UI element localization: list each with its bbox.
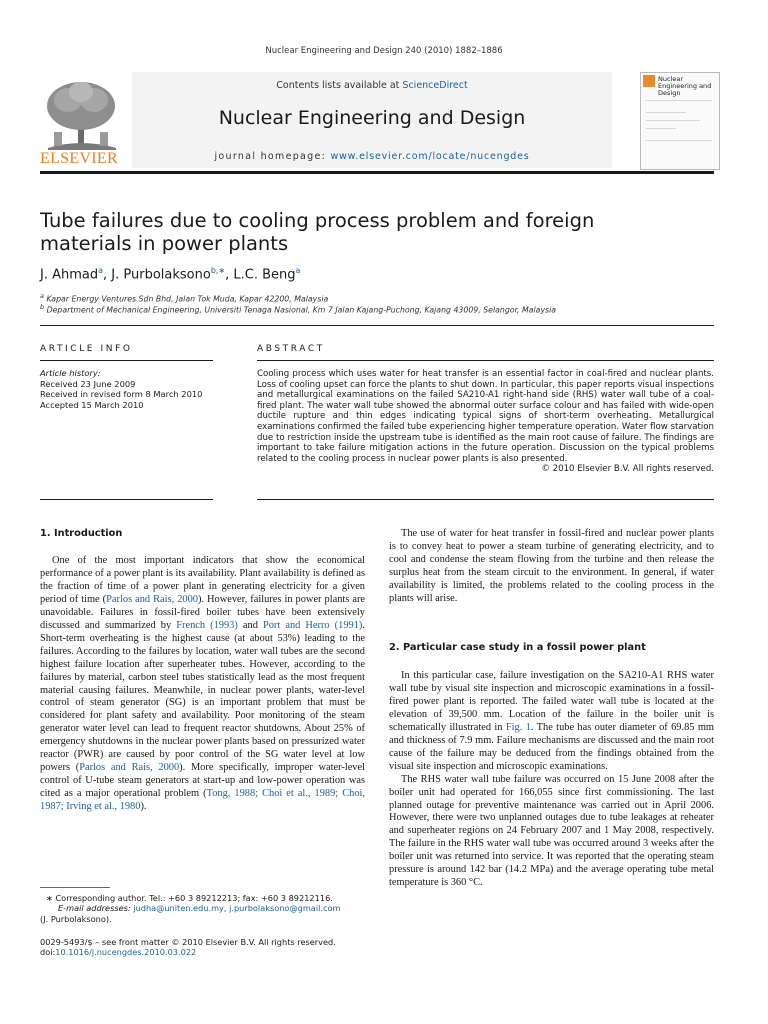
doi-link[interactable]: 10.1016/j.nucengdes.2010.03.022 (55, 947, 197, 958)
author-name: L.C. Beng (233, 267, 296, 283)
article-history: Article history: Received 23 June 2009 Received in revised form 8 March 2010 Accepted 15 March 2010 (40, 368, 203, 410)
author-affiliation-mark[interactable]: a (98, 266, 104, 275)
journal-title: Nuclear Engineering and Design (218, 107, 526, 129)
cover-divider (646, 112, 686, 113)
cover-divider (646, 120, 700, 121)
paper-title: Tube failures due to cooling process problem and foreign materials in power plants (40, 209, 595, 255)
author-affiliation-mark[interactable]: b,∗ (210, 266, 226, 275)
case-study-heading: 2. Particular case study in a fossil power plant (389, 642, 646, 653)
contents-line: Contents lists available at ScienceDirect (276, 80, 468, 91)
elsevier-wordmark: ELSEVIER (40, 150, 118, 167)
citation-link[interactable]: Parlos and Rais, 2000 (106, 593, 198, 605)
cover-divider (646, 128, 676, 129)
abstract-rule (257, 499, 714, 500)
footnote-rule (40, 887, 110, 888)
author-affiliation-mark[interactable]: a (295, 266, 301, 275)
cover-divider (646, 100, 712, 101)
article-info-rule (40, 360, 213, 361)
citation-link[interactable]: Parlos and Rais, 2000 (79, 762, 180, 774)
affiliation-a: $^a$ Kapar Energy Ventures Sdn Bhd, Jalan Tok Muda, Kapar 42200, Malaysia (40, 292, 329, 304)
journal-homepage: journal homepage: www.elsevier.com/locate/nucengdes (214, 151, 530, 162)
abstract-rule (257, 360, 714, 361)
homepage-link[interactable]: www.elsevier.com/locate/nucengdes (330, 151, 530, 162)
sciencedirect-link[interactable]: ScienceDirect (402, 80, 468, 91)
author-name: J. Purbolaksono (111, 267, 211, 283)
section-rule (40, 325, 714, 326)
header-rule (40, 171, 714, 174)
article-info-rule (40, 499, 213, 500)
case-study-text: In this particular case, failure investigation on the SA210-A1 RHS water wall tube by visual site inspection and microscopic examinations in a fossil-fired power plant is reported. The failed water wall tube is located at the elevation of 39,500 mm. Location of the failure in the boiler unit is schematically illustrated in Fig. 1. The tube has outer diameter of 69.85 mm and thickness of 7.9 mm. Failure mechanisms are discussed and the main root cause of the failure may be deduced from the findings obtained from the visual site inspection and microscopic examinations. The RHS water wall tube failure was occurred on 15 June 2008 after the boiler unit had operated for 166,055 since first commissioning. The last planned outage for preventive maintenance was carried out in April 2006. However, there were two unplanned outages due to tube leakages at reheater and superheater regions on 24 February 2007 and 1 May 2008, respectively. The failure in the RHS water wall tube was occurred around 3 weeks after the boiler unit was returned into service. It was reported that the operating steam pressure is around 142 bar (14.2 MPa) and the average operating tube metal temperature is 360 °C. (389, 670, 714, 889)
citation-link[interactable]: French (1993) (176, 619, 238, 631)
citation-link[interactable]: Port and Herro (1991) (262, 619, 363, 631)
abstract-text: Cooling process which uses water for heat transfer is an essential factor in coal-fired and nuclear plants. Loss of cooling upset can force the plants to shut down. In particular, this paper reports visual inspections and metallurgical examinations on the failed SA210-A1 right-hand side (RHS) water wall tube of a coal-fired plant. The water wall tube showed the abnormal outer surface colour and has failed with wide-open ductile rupture and thin edges indicating typical signs of short-term overheating. Metallurgical examinations confirmed the failed tube experiencing higher temperature operation. Water flow starvation due to restriction inside the upstream tube is identified as the main root cause of failure. The findings are important to take failure mitigation actions in the future operation. Discussion on the typical problems related to the cooling process in nuclear power plants is also presented. © 2010 Elsevier B.V. All rights reserved. (257, 369, 714, 475)
cover-title: Nuclear Engineering and Design (658, 75, 712, 97)
footnotes: ∗ Corresponding author. Tel.: +60 3 89212213; fax: +60 3 89212116. E-mail addresses: judha@uniten.edu.my, j.purbolaksono@gmail.com (J. Purbolaksono). (40, 893, 341, 924)
copyright-notice: © 2010 Elsevier B.V. All rights reserved. (541, 464, 714, 475)
email-link[interactable]: judha@uniten.edu.my, j.purbolaksono@gmail.com (133, 903, 341, 914)
cover-logo-icon (643, 75, 655, 87)
abstract-heading: ABSTRACT (257, 344, 325, 354)
journal-reference: Nuclear Engineering and Design 240 (2010) 1882–1886 (265, 46, 503, 56)
citation-link[interactable]: Tong, 1988; Choi et al., 1989; Choi, 1987; Irving et al., 1980 (40, 788, 366, 813)
publication-info: 0029-5493/$ – see front matter © 2010 Elsevier B.V. All rights reserved. doi:10.1016/j.nucengdes.2010.03.022 (40, 937, 336, 958)
author-name: J. Ahmad (40, 267, 99, 283)
cover-divider (646, 140, 712, 141)
introduction-text: One of the most important indicators that show the economical performance of a power plant is its availability. Plant availability is defined as the fraction of time of a power plant in generating electricity for a given period of time (Parlos and Rais, 2000). However, failures in power plants are unavoidable. Failures in fossil-fired boiler tubes have been extensively discussed and summarized by French (1993) and Port and Herro (1991). Short-term overheating is the highest cause (at about 53%) leading to the failures. According to the failures by location, water wall tubes are the second highest failure location after superheater tubes. However, according to the failures by material, carbon steel tubes statistically lead as the most frequent material causing failures. Meanwhile, in nuclear power plants, water-level control of steam generator (SG) is an important problem that must be considered for plant safety and availability. Poor monitoring of the steam generator water level can lead to frequent reactor shutdowns. About 25% of emergency shutdowns in the nuclear power plants based on pressurized water reactor (PWR) are caused by poor control of the SG water level at low powers (Parlos and Rais, 2000). More specifically, improper water-level control of U-tube steam generators at start-up and low-power operation was cited as a major operational problem (Tong, 1988; Choi et al., 1989; Choi, 1987; Irving et al., 1980). (40, 555, 366, 813)
right-column-intro: The use of water for heat transfer in fossil-fired and nuclear power plants is to convey heat to power a steam turbine of generating electricity, and to cool and condense the steam flowing from the turbine and then release the surplus heat from the steam circuit to the environment. In general, if water availability is limited, the problems related to the cooling process in the plants will arise. (389, 528, 714, 604)
introduction-heading: 1. Introduction (40, 528, 123, 539)
affiliation-b: $^b$ Department of Mechanical Engineering, Universiti Tenaga Nasional, Km 7 Jalan Kajang-Puchong, Kajang 43009, Selangor, Malaysia (40, 303, 557, 315)
figure-link[interactable]: Fig. 1 (505, 721, 531, 733)
author-list: J. Ahmad$^a$, J. Purbolaksono$^{b,∗}$, L.C. Beng$^a$ (40, 266, 301, 283)
article-info-heading: ARTICLE INFO (40, 344, 133, 354)
